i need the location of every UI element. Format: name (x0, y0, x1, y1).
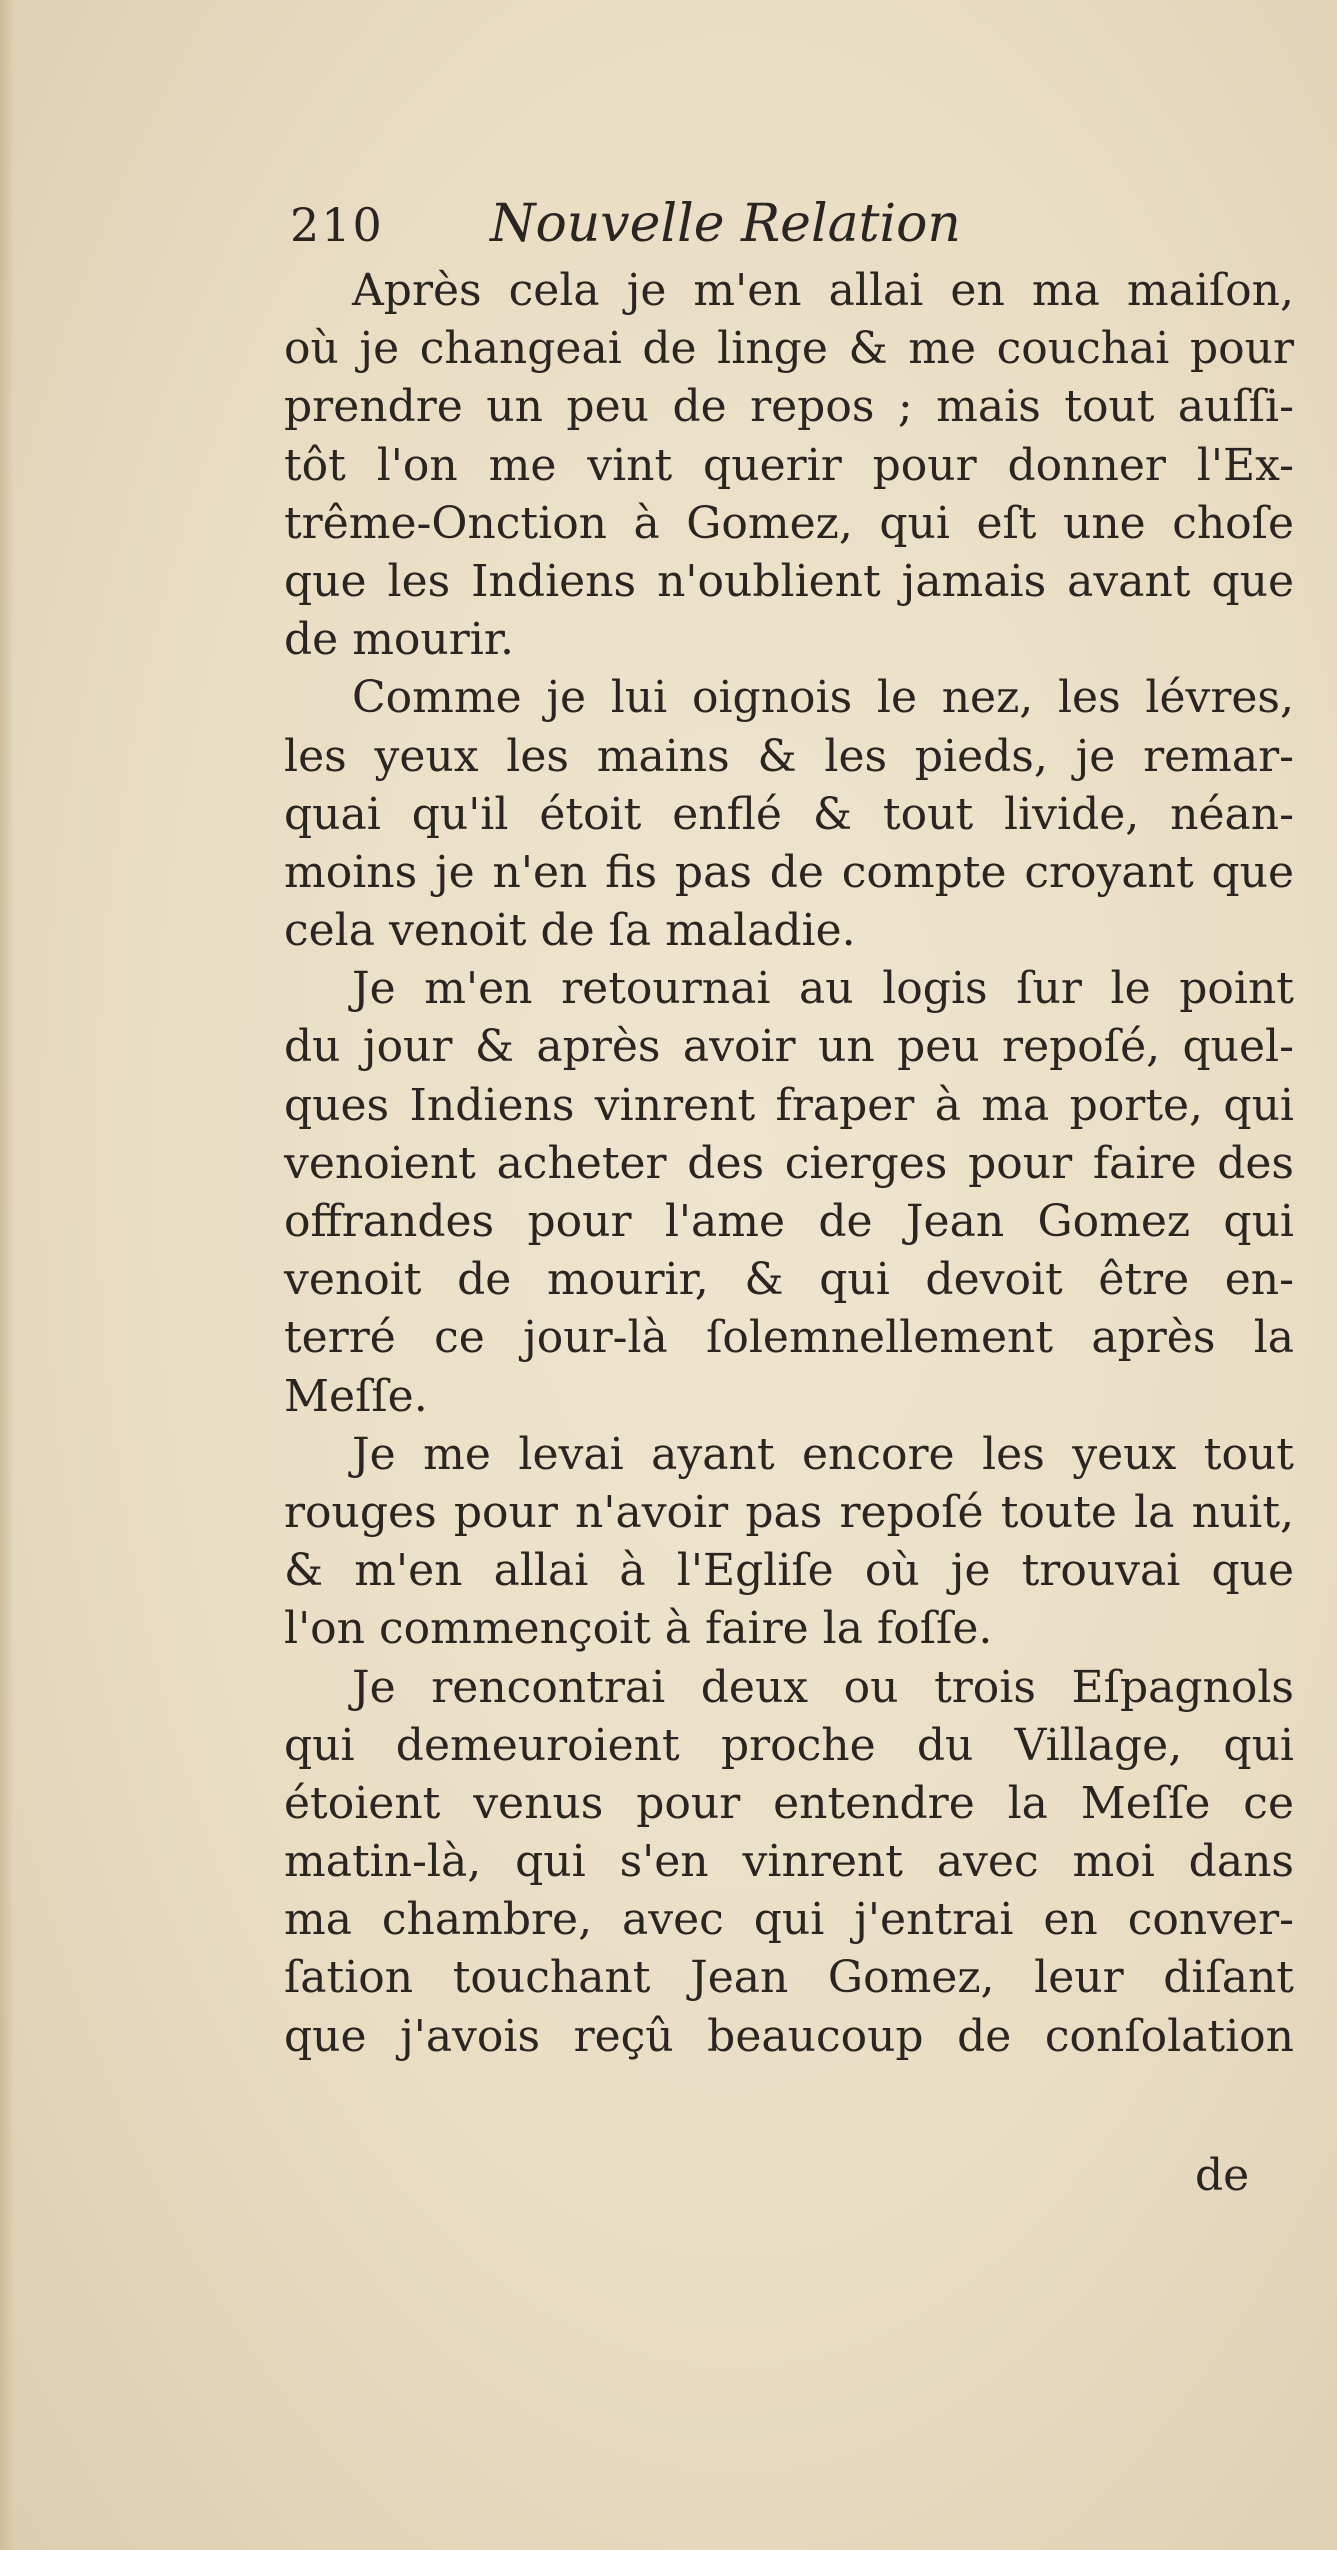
text-line: ſation touchant Jean Gomez, leur diſant (284, 1952, 1294, 2004)
text-line: moins je n'en fis pas de compte croyant que (284, 846, 1294, 898)
text-line: ma chambre, avec qui j'entrai en conver- (284, 1894, 1294, 1946)
catchword: de (1195, 2150, 1250, 2201)
running-head (290, 194, 1050, 268)
text-line: étoient venus pour entendre la Meſſe ce (284, 1777, 1294, 1829)
running-title: Nouvelle Relation (490, 194, 961, 254)
text-line: terré ce jour-là ſolemnellement après la (284, 1312, 1294, 1364)
text-line: l'on commençoit à faire la foſſe. (284, 1603, 993, 1655)
text-line: Je me levai ayant encore les yeux tout (352, 1428, 1294, 1480)
text-line: trême-Onction à Gomez, qui eſt une choſe (284, 497, 1294, 549)
text-line: venoient acheter des cierges pour faire des (284, 1137, 1294, 1189)
text-line: cela venoit de ſa maladie. (284, 905, 856, 957)
text-line: Meſſe. (284, 1370, 428, 1422)
text-line: matin-là, qui s'en vinrent avec moi dans (284, 1836, 1294, 1888)
text-line: Je m'en retournai au logis ſur le point (352, 963, 1294, 1015)
text-line: que j'avois reçû beaucoup de conſolation (284, 2010, 1294, 2062)
text-line: Je rencontrai deux ou trois Eſpagnols (352, 1661, 1294, 1713)
text-line: rouges pour n'avoir pas repoſé toute la nuit, (284, 1486, 1294, 1538)
text-line: prendre un peu de repos ; mais tout auſſi- (284, 381, 1294, 433)
text-line: quai qu'il étoit enflé & tout livide, néan- (284, 788, 1294, 840)
text-line: venoit de mourir, & qui devoit être en- (284, 1254, 1294, 1306)
text-line: que les Indiens n'oublient jamais avant que (284, 555, 1294, 607)
text-line: qui demeuroient proche du Village, qui (284, 1719, 1294, 1771)
text-line: Comme je lui oignois le nez, les lévres, (352, 672, 1294, 724)
text-line: & m'en allai à l'Egliſe où je trouvai que (284, 1545, 1294, 1597)
page-number: 210 (290, 198, 384, 252)
text-line: les yeux les mains & les pieds, je remar- (284, 730, 1294, 782)
text-line: où je changeai de linge & me couchai pour (284, 323, 1294, 375)
body-text (284, 262, 1294, 2066)
text-line: Après cela je m'en allai en ma maiſon, (352, 265, 1294, 316)
text-line: du jour & après avoir un peu repoſé, quel- (284, 1021, 1294, 1073)
text-line: tôt l'on me vint querir pour donner l'Ex- (284, 439, 1294, 491)
text-line: offrandes pour l'ame de Jean Gomez qui (284, 1196, 1294, 1247)
text-line: ques Indiens vinrent fraper à ma porte, qui (284, 1079, 1294, 1131)
text-line: de mourir. (284, 614, 515, 666)
